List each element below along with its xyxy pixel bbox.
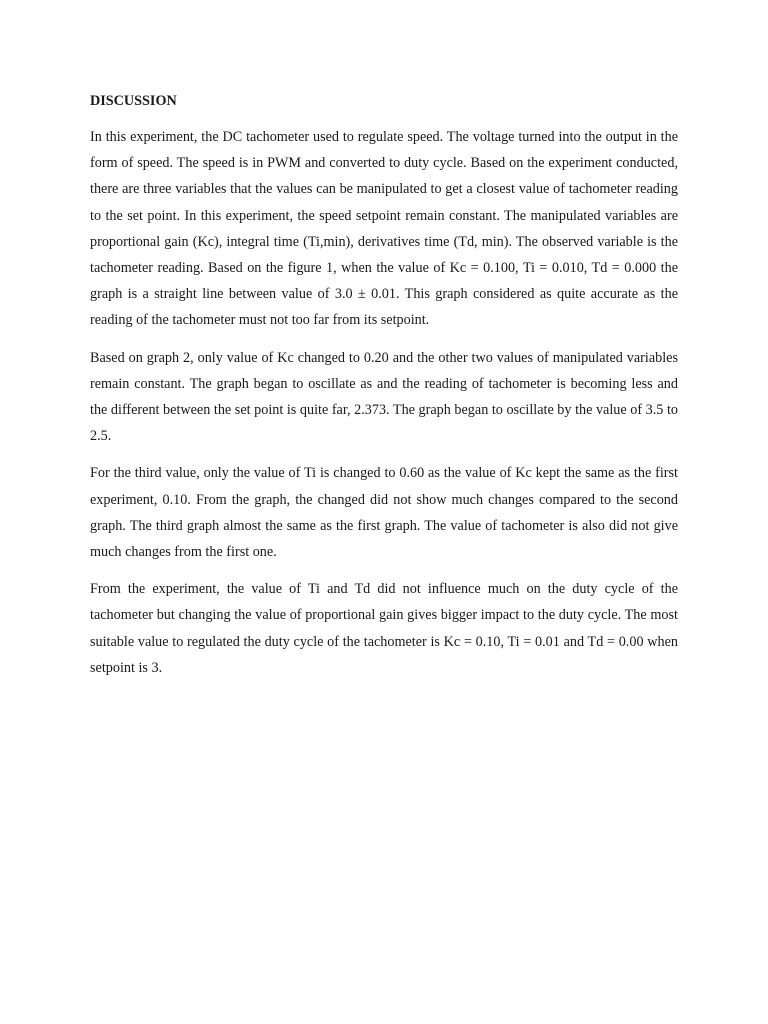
section-heading: DISCUSSION — [90, 93, 177, 109]
paragraph-2: Based on graph 2, only value of Kc changed to 0.20 and the other two values of manipulated variables remain constant. The graph began to oscillate as and the reading of tachometer is becoming less and the different between the set point is quite far, 2.373. The graph began to oscillate by the value of 3.5 to 2.5. — [90, 349, 678, 445]
paragraph-3: For the third value, only the value of Ti is changed to 0.60 as the value of Kc kept the same as the first experiment, 0.10. From the graph, the changed did not show much changes compared to the second graph. The third graph almost the same as the first graph. The value of tachometer is also did not give much changes from the first one. — [90, 465, 678, 561]
document-body — [90, 90, 678, 692]
paragraph-4: From the experiment, the value of Ti and Td did not influence much on the duty cycle of the tachometer but changing the value of proportional gain gives bigger impact to the duty cycle. The most suitable value to regulated the duty cycle of the tachometer is Kc = 0.10, Ti = 0.01 and Td = 0.00 when setpoint is 3. — [90, 581, 678, 676]
paragraph-1: In this experiment, the DC tachometer used to regulate speed. The voltage turned into the output in the form of speed. The speed is in PWM and converted to duty cycle. Based on the experiment conducted, there are three variables that the values can be manipulated to get a closest value of tachometer reading to the set point. In this experiment, the speed setpoint remain constant. The manipulated variables are proportional gain (Kc), integral time (Ti,min), derivatives time (Td, min). The observed variable is the tachometer reading. Based on the figure 1, when the value of Kc = 0.100, Ti = 0.010, Td = 0.000 the graph is a straight line between value of 3.0 ± 0.01. This graph considered as quite accurate as the reading of the tachometer must not too far from its setpoint. — [90, 129, 678, 329]
